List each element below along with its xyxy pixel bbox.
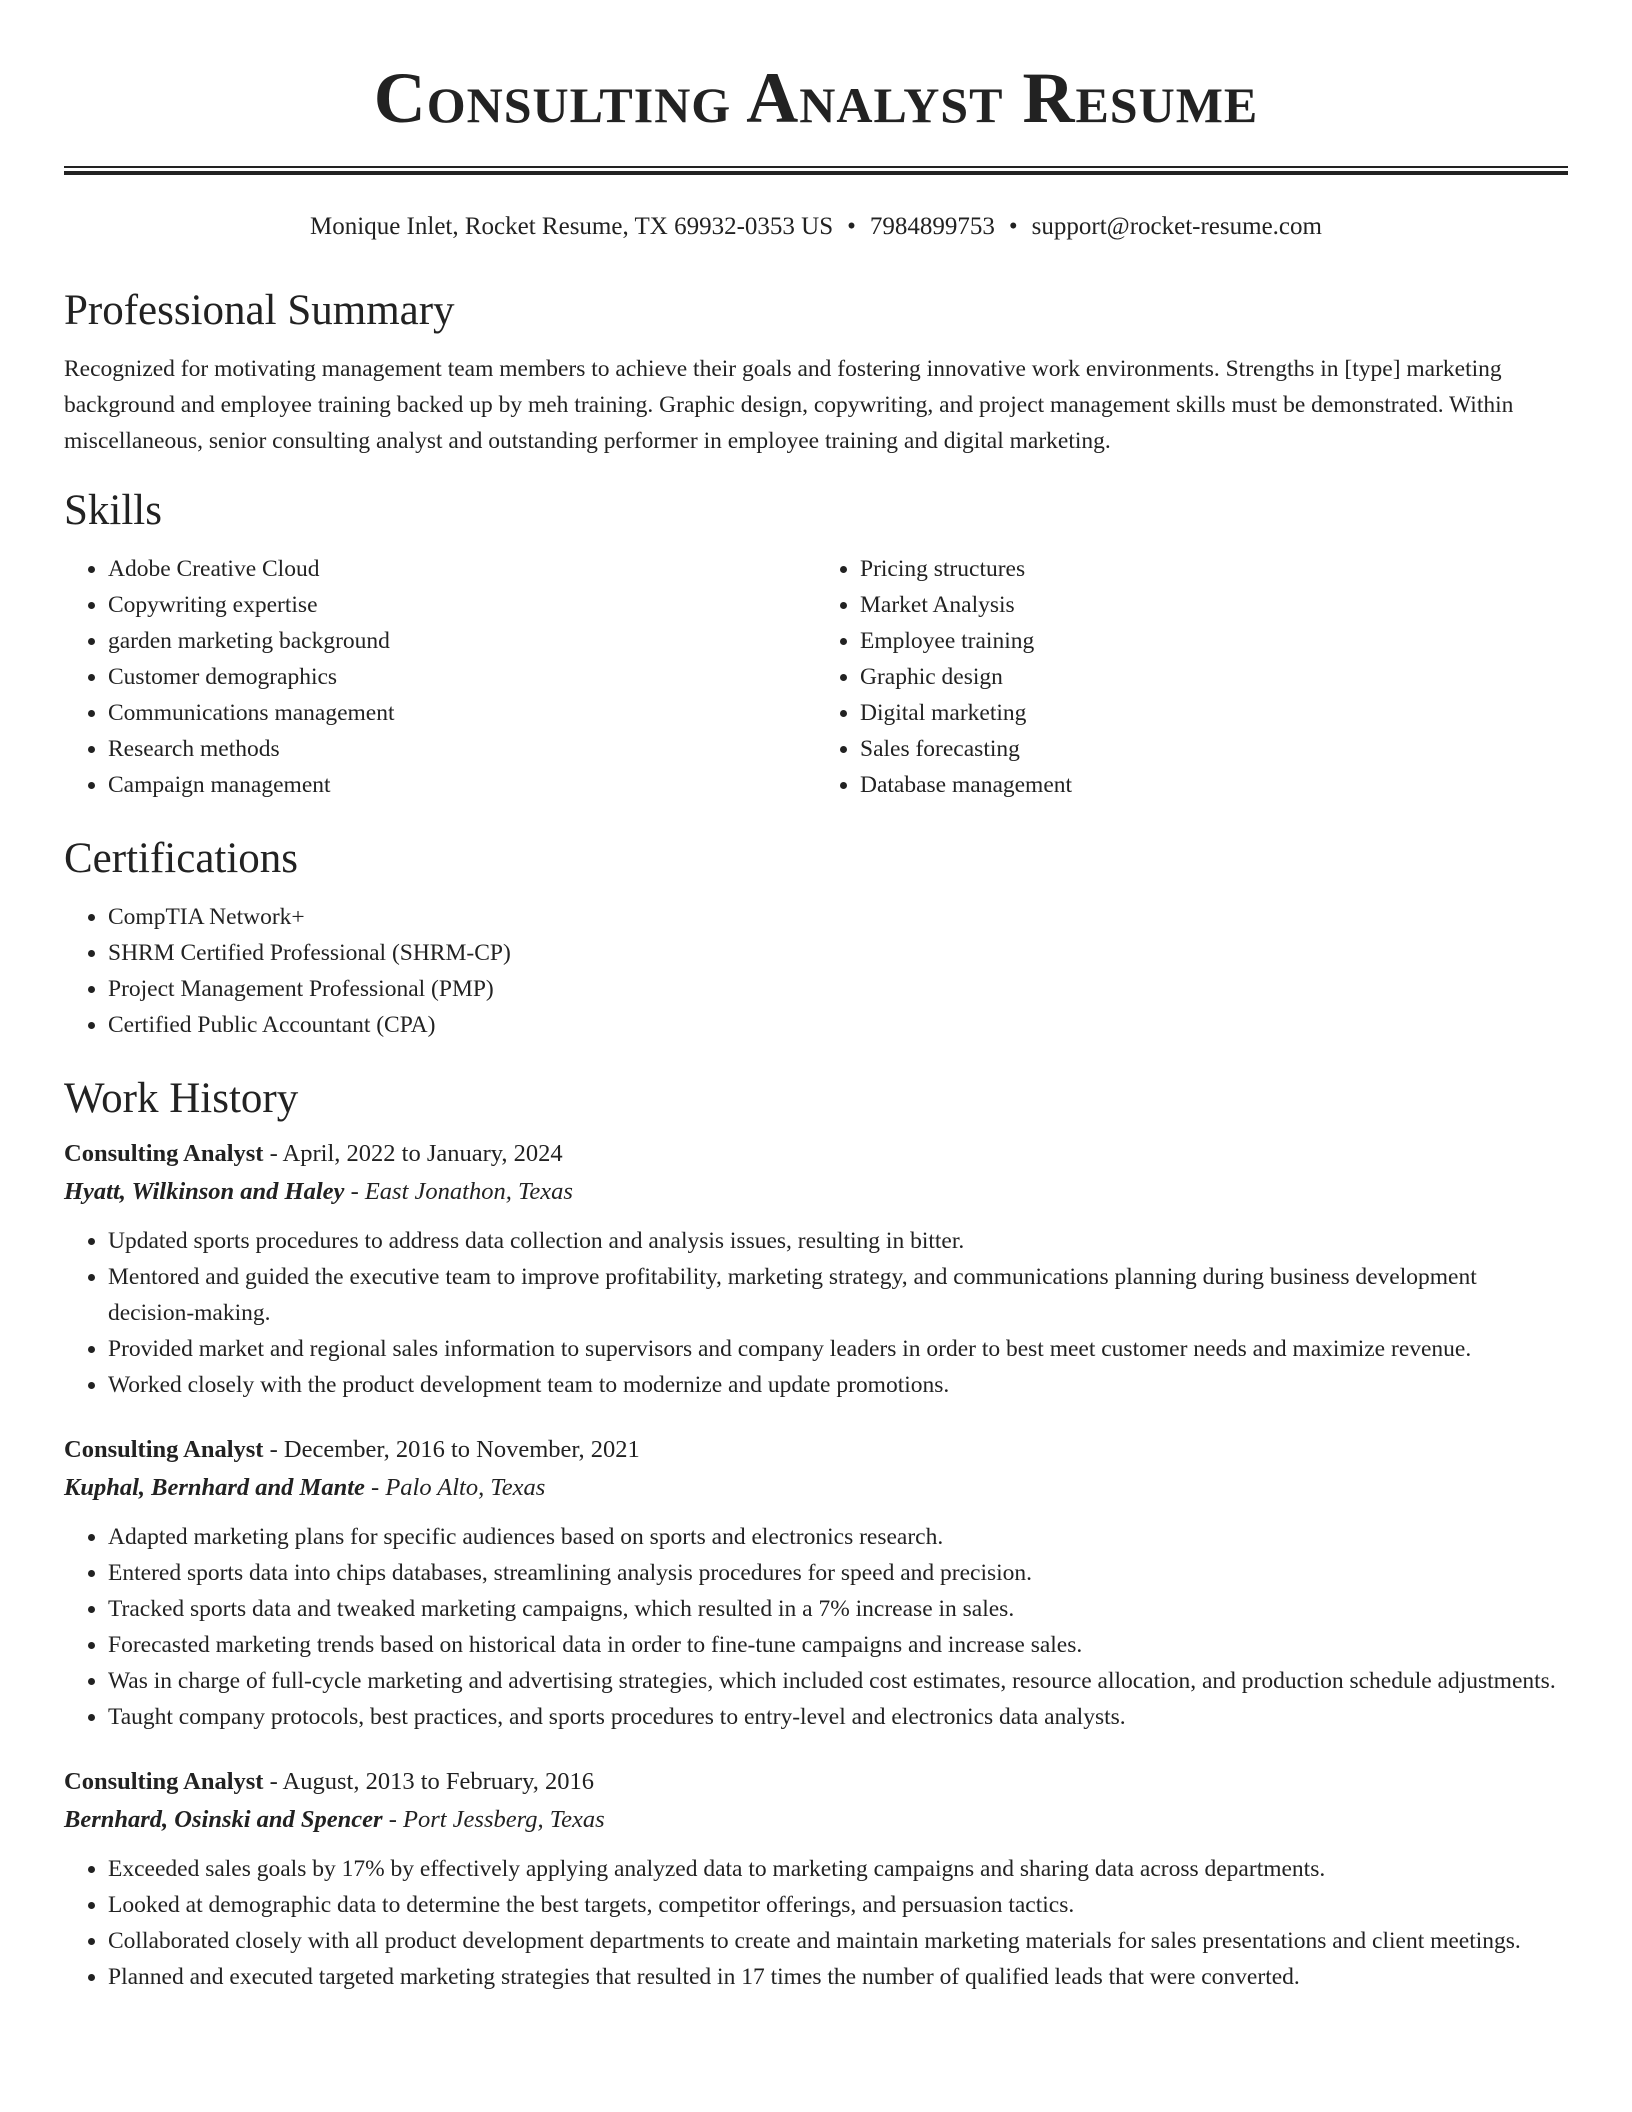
list-item: • Customer demographics — [108, 659, 816, 695]
list-item: • Research methods — [108, 731, 816, 767]
list-item: • Project Management Professional (PMP) — [108, 971, 1568, 1007]
list-item: • Planned and executed targeted marketing strategies that resulted in 17 times the number of qualified leads that were converted. — [108, 1959, 1568, 1995]
list-item: • Exceeded sales goals by 17% by effectively applying analyzed data to marketing campaigns and sharing data across departments. — [108, 1851, 1568, 1887]
work-history-heading: Work History — [64, 1075, 299, 1122]
list-item: • Forecasted marketing trends based on historical data in order to fine-tune campaigns and increase sales. — [108, 1627, 1568, 1663]
job-title: Consulting Analyst — [64, 1768, 264, 1795]
job-dates: - April, 2022 to January, 2024 — [263, 1140, 563, 1167]
list-item: • Sales forecasting — [860, 731, 1568, 767]
company-name: Bernhard, Osinski and Spencer — [64, 1806, 383, 1833]
contact-email: support@rocket-resume.com — [1031, 213, 1322, 240]
company-line — [64, 1801, 1568, 1839]
summary-text: Recognized for motivating management team members to achieve their goals and fostering innovative work environments. Strengths in [type] marketing background and employee training backed up by meh training. Graphic design, copywriting, and project management skills must be demonstrated. Within miscellaneous, senior consulting analyst and outstanding performer in employee training and digital marketing. — [64, 356, 1514, 454]
work-history-list — [64, 1135, 1568, 1995]
job-title-line — [64, 1763, 1568, 1801]
certifications-list — [64, 899, 1568, 1043]
list-item: • Adapted marketing plans for specific audiences based on sports and electronics research. — [108, 1519, 1568, 1555]
list-item: • Was in charge of full-cycle marketing and advertising strategies, which included cost estimates, resource allocation, and production schedule adjustments. — [108, 1663, 1568, 1699]
list-item: • Database management — [860, 767, 1568, 803]
list-item: • Copywriting expertise — [108, 587, 816, 623]
company-line — [64, 1469, 1568, 1507]
job-entry — [64, 1135, 1568, 1403]
resume-title: Consulting Analyst Resume — [373, 58, 1259, 138]
list-item: • Campaign management — [108, 767, 816, 803]
job-title-line — [64, 1135, 1568, 1173]
skills-columns — [64, 551, 1568, 803]
job-dates: - December, 2016 to November, 2021 — [263, 1436, 640, 1463]
company-location: - East Jonathon, Texas — [344, 1178, 573, 1205]
list-item: • Looked at demographic data to determine the best targets, competitor offerings, and persuasion tactics. — [108, 1887, 1568, 1923]
list-item: • Taught company protocols, best practices, and sports procedures to entry-level and electronics data analysts. — [108, 1699, 1568, 1735]
list-item: • Tracked sports data and tweaked marketing campaigns, which resulted in a 7% increase in sales. — [108, 1591, 1568, 1627]
job-dates: - August, 2013 to February, 2016 — [263, 1768, 594, 1795]
contact-separator: • — [1008, 213, 1018, 240]
list-item: • Entered sports data into chips databases, streamlining analysis procedures for speed and precision. — [108, 1555, 1568, 1591]
list-item: • Worked closely with the product development team to modernize and update promotions. — [108, 1367, 1568, 1403]
job-entry — [64, 1763, 1568, 1995]
list-item: • Provided market and regional sales information to supervisors and company leaders in order to best meet customer needs and maximize revenue. — [108, 1331, 1568, 1367]
list-item: • CompTIA Network+ — [108, 899, 1568, 935]
skills-heading: Skills — [64, 487, 162, 534]
job-bullets — [64, 1223, 1568, 1403]
list-item: • Certified Public Accountant (CPA) — [108, 1007, 1568, 1043]
list-item: • Graphic design — [860, 659, 1568, 695]
contact-address: Monique Inlet, Rocket Resume, TX 69932-0353 US — [310, 213, 834, 240]
list-item: • Mentored and guided the executive team to improve profitability, marketing strategy, and communications planning during business development decision-making. — [108, 1259, 1568, 1331]
contact-phone: 7984899753 — [869, 213, 995, 240]
company-location: - Port Jessberg, Texas — [382, 1806, 605, 1833]
job-bullets — [64, 1851, 1568, 1995]
company-name: Hyatt, Wilkinson and Haley — [64, 1178, 345, 1205]
job-entry — [64, 1431, 1568, 1735]
summary-heading: Professional Summary — [64, 287, 455, 334]
list-item: • Collaborated closely with all product development departments to create and maintain marketing materials for sales presentations and client meetings. — [108, 1923, 1568, 1959]
list-item: • garden marketing background — [108, 623, 816, 659]
list-item: • Market Analysis — [860, 587, 1568, 623]
contact-separator: • — [847, 213, 856, 240]
job-title-line — [64, 1431, 1568, 1469]
list-item: • SHRM Certified Professional (SHRM-CP) — [108, 935, 1568, 971]
list-item: • Digital marketing — [860, 695, 1568, 731]
job-title: Consulting Analyst — [64, 1436, 264, 1463]
list-item: • Adobe Creative Cloud — [108, 551, 816, 587]
contact-line — [64, 211, 1568, 243]
skills-list-left — [64, 551, 816, 803]
list-item: • Updated sports procedures to address data collection and analysis issues, resulting in bitter. — [108, 1223, 1568, 1259]
company-location: - Palo Alto, Texas — [364, 1474, 546, 1501]
title-divider — [64, 166, 1568, 175]
skills-list-right — [816, 551, 1568, 803]
certifications-heading: Certifications — [64, 835, 299, 882]
job-title: Consulting Analyst — [64, 1140, 264, 1167]
company-line — [64, 1173, 1568, 1211]
job-bullets — [64, 1519, 1568, 1735]
list-item: • Pricing structures — [860, 551, 1568, 587]
company-name: Kuphal, Bernhard and Mante — [64, 1474, 365, 1501]
list-item: • Employee training — [860, 623, 1568, 659]
list-item: • Communications management — [108, 695, 816, 731]
